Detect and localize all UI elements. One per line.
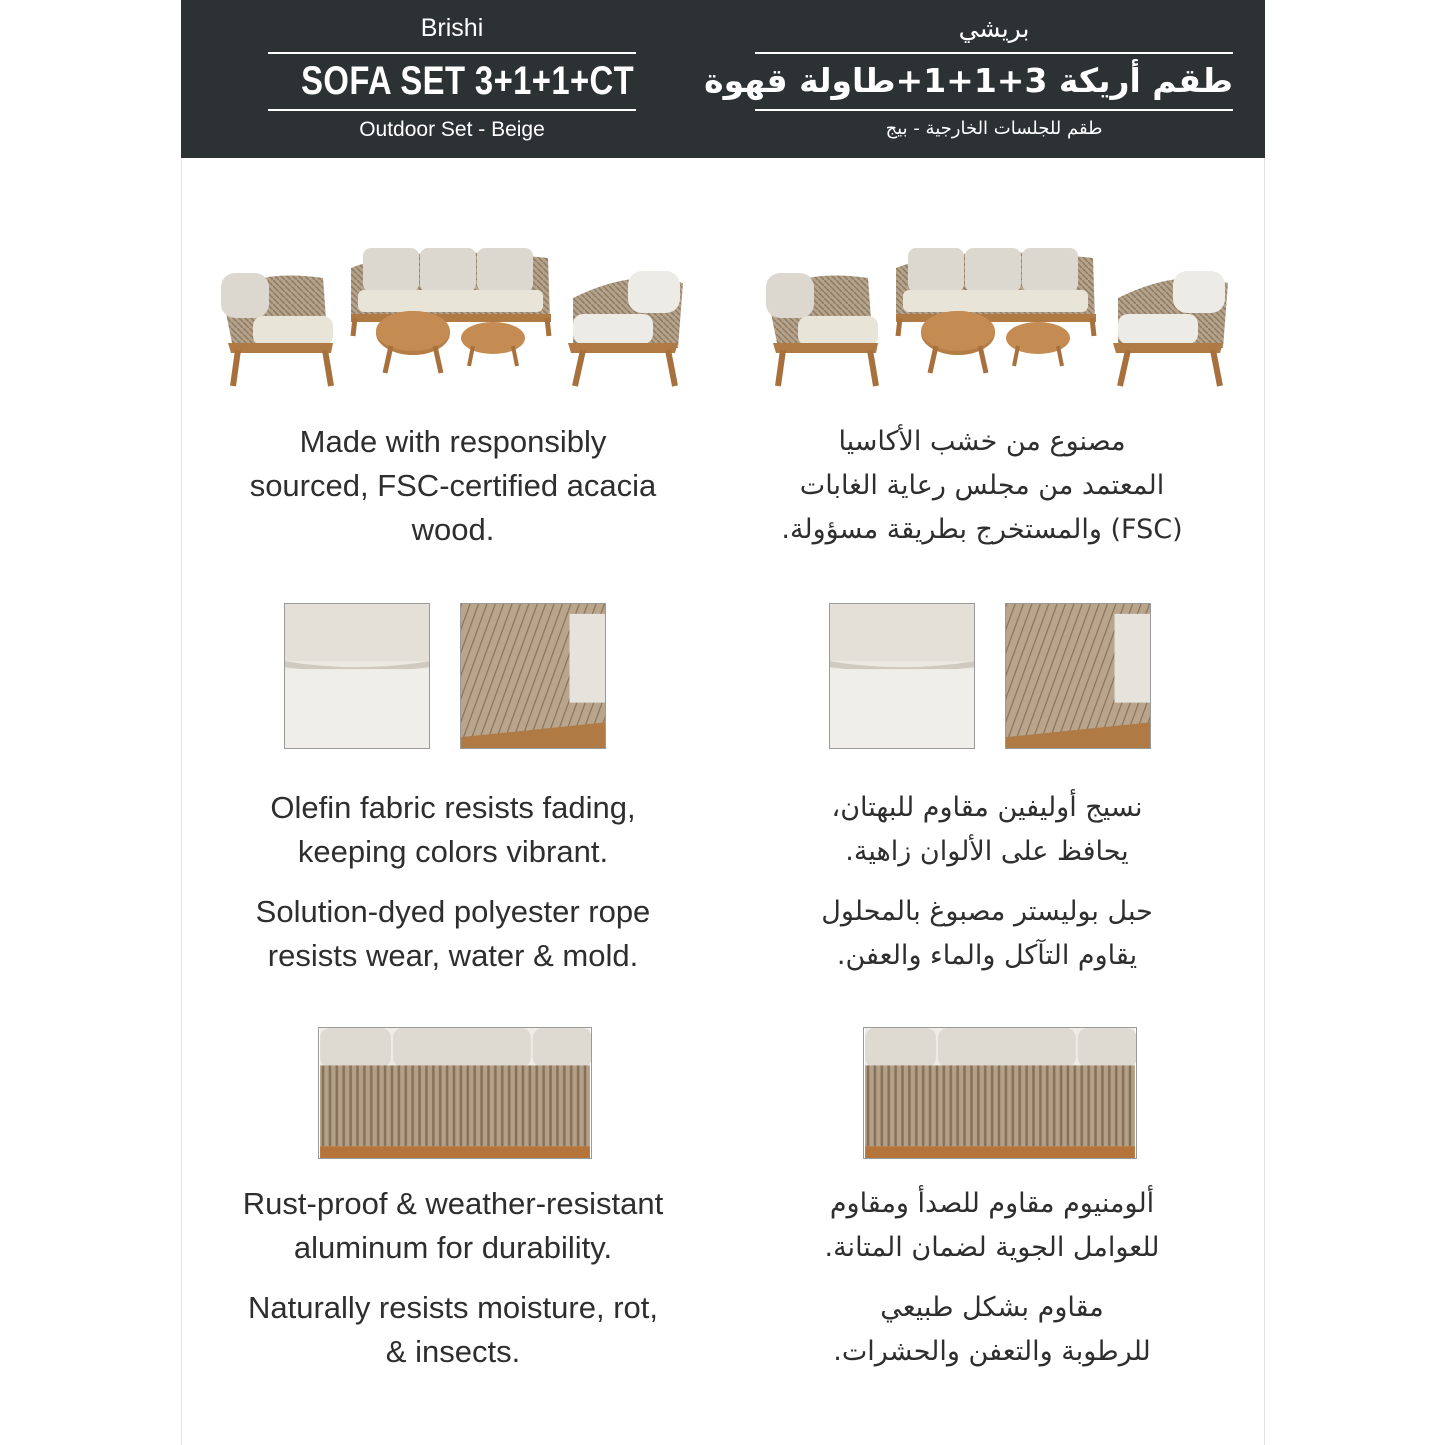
text-line: يقاوم التآكل والماء والعفن. bbox=[836, 940, 1138, 971]
text-line: aluminum for durability. bbox=[293, 1230, 613, 1265]
cushion-fabric-swatch bbox=[284, 603, 430, 749]
text-line: resists wear, water & mold. bbox=[267, 938, 639, 973]
sofa-frame-detail bbox=[318, 1027, 592, 1159]
fabric-description-ar bbox=[737, 786, 1237, 874]
sofa-set-image bbox=[213, 238, 693, 393]
armchair-left bbox=[221, 273, 333, 386]
rope-detail-swatch-ar bbox=[1005, 603, 1151, 749]
text-line: (FSC) والمستخرج بطريقة مسؤولة. bbox=[781, 514, 1183, 545]
armchair-right bbox=[568, 271, 683, 386]
text-line: ألومنيوم مقاوم للصدأ ومقاوم bbox=[829, 1188, 1155, 1219]
natural-description bbox=[203, 1286, 703, 1374]
brand-name: Brishi bbox=[420, 14, 484, 42]
natural-description-ar bbox=[742, 1286, 1242, 1374]
brand-name-ar: بريشي bbox=[958, 14, 1030, 43]
header-english bbox=[181, 0, 723, 158]
text-line: Olefin fabric resists fading, bbox=[270, 790, 636, 825]
product-subtitle: Outdoor Set - Beige bbox=[359, 118, 545, 141]
text-line: Made with responsibly bbox=[299, 424, 607, 459]
fabric-description bbox=[203, 786, 703, 874]
product-title-ar: طقم أريكة 3+1+1+طاولة قهوة bbox=[704, 61, 1233, 100]
text-line: مقاوم بشكل طبيعي bbox=[880, 1292, 1104, 1323]
text-line: للرطوبة والتعفن والحشرات. bbox=[833, 1336, 1151, 1367]
text-line: يحافظ على الألوان زاهية. bbox=[845, 836, 1129, 867]
aluminum-description-ar bbox=[742, 1182, 1242, 1270]
cushion-fabric-swatch-ar bbox=[829, 603, 975, 749]
header-arabic bbox=[704, 0, 1265, 158]
text-line: Rust-proof & weather-resistant bbox=[242, 1186, 664, 1221]
text-line: sourced, FSC-certified acacia bbox=[249, 468, 657, 503]
title-box bbox=[268, 52, 636, 111]
text-line: مصنوع من خشب الأكاسيا bbox=[838, 426, 1126, 457]
wood-description-ar bbox=[732, 420, 1232, 552]
product-title: SOFA SET 3+1+1+CT bbox=[301, 59, 635, 103]
text-line: keeping colors vibrant. bbox=[297, 834, 609, 869]
text-line: للعوامل الجوية لضمان المتانة. bbox=[824, 1232, 1160, 1263]
text-line: المعتمد من مجلس رعاية الغابات bbox=[799, 470, 1165, 501]
header-banner bbox=[181, 0, 1265, 158]
aluminum-description bbox=[203, 1182, 703, 1270]
product-subtitle-ar: طقم للجلسات الخارجية - بيج bbox=[885, 118, 1103, 139]
title-box-ar bbox=[704, 52, 1233, 111]
text-line: wood. bbox=[411, 512, 495, 547]
text-line: حبل بوليستر مصبوغ بالمحلول bbox=[821, 896, 1153, 927]
rope-description-ar bbox=[737, 890, 1237, 978]
rope-description bbox=[203, 890, 703, 978]
text-line: Naturally resists moisture, rot, bbox=[248, 1290, 658, 1325]
text-line: Solution-dyed polyester rope bbox=[255, 894, 651, 929]
sofa-frame-detail-ar bbox=[863, 1027, 1137, 1159]
text-line: & insects. bbox=[385, 1334, 521, 1369]
wood-description bbox=[203, 420, 703, 552]
rope-detail-swatch bbox=[460, 603, 606, 749]
sofa-set-image-ar bbox=[758, 238, 1238, 393]
text-line: نسيج أوليفين مقاوم للبهتان، bbox=[831, 792, 1143, 823]
